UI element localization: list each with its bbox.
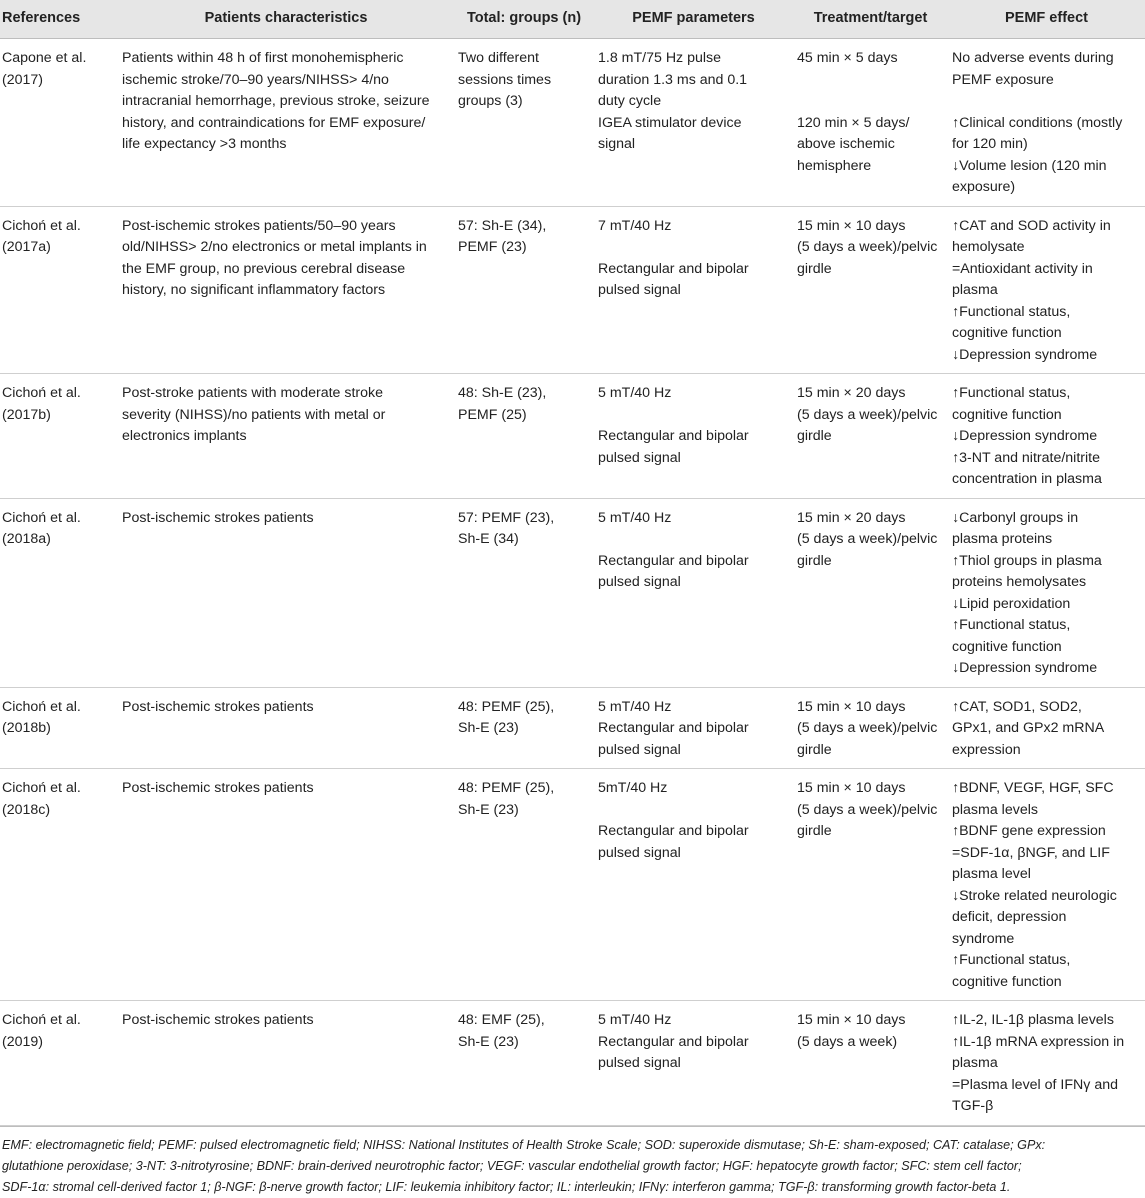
cell-text-line: Cichoń et al. bbox=[2, 780, 81, 796]
header-patients-characteristics: Patients characteristics bbox=[118, 0, 454, 39]
cell-text-line: syndrome bbox=[952, 930, 1015, 947]
cell-text-line: electronics implants bbox=[122, 428, 247, 444]
cell-text-line: =Antioxidant activity in bbox=[952, 260, 1093, 277]
cell-text-line: Capone et al. bbox=[2, 50, 87, 66]
cell-text-line: PEMF (25) bbox=[458, 406, 527, 423]
cell-reference bbox=[0, 498, 118, 687]
header-treatment-target: Treatment/target bbox=[793, 0, 948, 39]
table-row bbox=[0, 374, 1145, 499]
cell-text-line: pulsed signal bbox=[598, 449, 681, 466]
cell-reference bbox=[0, 374, 118, 499]
cell-text-line: 48: PEMF (25), bbox=[458, 780, 555, 796]
cell-text-line: (5 days a week)/pelvic bbox=[797, 720, 938, 736]
cell-pemf-effect bbox=[948, 1001, 1145, 1126]
cell-text-line: sessions times bbox=[458, 71, 552, 88]
cell-text-line: ↑Functional status, bbox=[952, 617, 1071, 633]
cell-text-line: ↑BDNF gene expression bbox=[952, 823, 1106, 839]
cell-text-line: 57: Sh-E (34), bbox=[458, 217, 547, 234]
cell-text-line: ↑Functional status, bbox=[952, 303, 1071, 320]
cell-patients-characteristics bbox=[118, 769, 454, 1001]
cell-text-line: 48: PEMF (25), bbox=[458, 698, 555, 715]
line-spacer bbox=[797, 91, 944, 113]
cell-total-groups bbox=[454, 374, 594, 499]
cell-text-line: 57: PEMF (23), bbox=[458, 509, 555, 526]
cell-text-line: girdle bbox=[797, 428, 832, 444]
cell-text-line: Cichoń et al. bbox=[2, 217, 81, 234]
cell-text-line: IGEA stimulator device bbox=[598, 114, 742, 131]
cell-patients-characteristics bbox=[118, 1001, 454, 1126]
cell-text-line: pulsed signal bbox=[598, 844, 681, 861]
cell-reference bbox=[0, 1001, 118, 1126]
cell-text-line: plasma level bbox=[952, 866, 1031, 882]
cell-text-line: Patients within 48 h of first monohemispheric bbox=[122, 50, 404, 66]
cell-text-line: Post-ischemic strokes patients/50–90 years bbox=[122, 217, 396, 234]
cell-text-line: duty cycle bbox=[598, 93, 662, 109]
cell-total-groups bbox=[454, 687, 594, 769]
table-row bbox=[0, 39, 1145, 207]
footnote-line: SDF-1α: stromal cell-derived factor 1; β-NGF: β-nerve growth factor; LIF: leukemia inhibitory factor; IL: interleukin; IFNγ: interferon gamma; TGF-β: transforming growth factor-beta 1. bbox=[2, 1179, 1011, 1194]
cell-text-line: Post-ischemic strokes patients bbox=[122, 780, 314, 796]
line-spacer bbox=[598, 529, 789, 551]
cell-pemf-parameters bbox=[594, 687, 793, 769]
cell-patients-characteristics bbox=[118, 206, 454, 374]
cell-pemf-effect bbox=[948, 769, 1145, 1001]
cell-text-line: ↓Depression syndrome bbox=[952, 428, 1098, 444]
cell-text-line: Post-ischemic strokes patients bbox=[122, 698, 314, 715]
cell-text-line: (2017a) bbox=[2, 239, 51, 255]
cell-text-line: (2019) bbox=[2, 1033, 44, 1050]
cell-text-line: pulsed signal bbox=[598, 282, 681, 298]
cell-text-line: ↓Stroke related neurologic bbox=[952, 887, 1117, 904]
cell-reference bbox=[0, 687, 118, 769]
cell-text-line: old/NIHSS> 2/no electronics or metal implants in bbox=[122, 239, 427, 255]
cell-text-line: ↓Volume lesion (120 min bbox=[952, 157, 1107, 174]
cell-text-line: (2018a) bbox=[2, 531, 51, 547]
cell-text-line: groups (3) bbox=[458, 93, 523, 109]
header-row bbox=[0, 0, 1145, 39]
header-pemf-effect: PEMF effect bbox=[948, 0, 1145, 39]
cell-text-line: ↑CAT, SOD1, SOD2, bbox=[952, 698, 1082, 715]
cell-text-line: 15 min × 10 days bbox=[797, 698, 906, 715]
cell-treatment-target bbox=[793, 1001, 948, 1126]
cell-text-line: 5 mT/40 Hz bbox=[598, 509, 672, 526]
cell-text-line: (2018b) bbox=[2, 720, 51, 736]
cell-text-line: pulsed signal bbox=[598, 574, 681, 590]
cell-total-groups bbox=[454, 39, 594, 207]
cell-text-line: Rectangular and bipolar bbox=[598, 260, 749, 277]
cell-text-line: PEMF exposure bbox=[952, 71, 1054, 88]
cell-pemf-effect bbox=[948, 39, 1145, 207]
cell-text-line: ↑CAT and SOD activity in bbox=[952, 217, 1111, 234]
cell-text-line: ↑Functional status, bbox=[952, 952, 1071, 968]
cell-text-line: 5mT/40 Hz bbox=[598, 780, 668, 796]
footnote-line: glutathione peroxidase; 3-NT: 3-nitrotyrosine; BDNF: brain-derived neurotrophic factor; VEGF: vascular endothelial growth factor; HGF: hepatocyte growth factor; SFC: stem cell factor; bbox=[2, 1158, 1022, 1173]
cell-text-line: ↑IL-2, IL-1β plasma levels bbox=[952, 1012, 1114, 1028]
cell-text-line: 5 mT/40 Hz bbox=[598, 698, 672, 715]
cell-text-line: plasma proteins bbox=[952, 531, 1053, 547]
cell-reference bbox=[0, 769, 118, 1001]
cell-text-line: ↑Clinical conditions (mostly bbox=[952, 114, 1123, 131]
cell-text-line: Cichoń et al. bbox=[2, 509, 81, 526]
cell-text-line: 48: Sh-E (23), bbox=[458, 385, 547, 401]
cell-total-groups bbox=[454, 1001, 594, 1126]
table-row bbox=[0, 1001, 1145, 1126]
line-spacer bbox=[598, 800, 789, 822]
header-pemf-parameters: PEMF parameters bbox=[594, 0, 793, 39]
cell-text-line: the EMF group, no previous cerebral disease bbox=[122, 260, 406, 277]
cell-pemf-effect bbox=[948, 498, 1145, 687]
cell-text-line: Post-ischemic strokes patients bbox=[122, 1012, 314, 1028]
cell-text-line: 5 mT/40 Hz bbox=[598, 385, 672, 401]
cell-text-line: 15 min × 10 days bbox=[797, 780, 906, 796]
cell-text-line: Post-ischemic strokes patients bbox=[122, 509, 314, 526]
cell-text-line: Cichoń et al. bbox=[2, 1012, 81, 1028]
cell-text-line: ↑3-NT and nitrate/nitrite bbox=[952, 449, 1100, 466]
cell-pemf-parameters bbox=[594, 498, 793, 687]
cell-treatment-target bbox=[793, 769, 948, 1001]
cell-text-line: history, and contraindications for EMF exposure/ bbox=[122, 114, 426, 131]
cell-text-line: cognitive function bbox=[952, 638, 1062, 655]
cell-text-line: Rectangular and bipolar bbox=[598, 428, 749, 444]
cell-text-line: plasma bbox=[952, 282, 998, 298]
footnote-line: EMF: electromagnetic field; PEMF: pulsed electromagnetic field; NIHSS: National Institutes of Health Stroke Scale; SOD: superoxide dismutase; Sh-E: sham-exposed; CAT: catalase; GPx: bbox=[2, 1137, 1046, 1152]
cell-text-line: girdle bbox=[797, 552, 832, 569]
cell-text-line: ↑BDNF, VEGF, HGF, SFC bbox=[952, 780, 1114, 796]
cell-text-line: cognitive function bbox=[952, 325, 1062, 341]
cell-patients-characteristics bbox=[118, 498, 454, 687]
cell-text-line: plasma levels bbox=[952, 801, 1038, 818]
cell-reference bbox=[0, 206, 118, 374]
line-spacer bbox=[797, 70, 944, 92]
cell-text-line: ↓Lipid peroxidation bbox=[952, 595, 1071, 612]
cell-total-groups bbox=[454, 769, 594, 1001]
cell-text-line: ↓Depression syndrome bbox=[952, 346, 1098, 363]
cell-text-line: Sh-E (23) bbox=[458, 801, 519, 818]
cell-text-line: severity (NIHSS)/no patients with metal or bbox=[122, 406, 386, 423]
cell-treatment-target bbox=[793, 498, 948, 687]
cell-text-line: ↑Functional status, bbox=[952, 385, 1071, 401]
cell-text-line: history, no significant inflammatory factors bbox=[122, 282, 386, 298]
cell-text-line: concentration in plasma bbox=[952, 471, 1102, 487]
cell-text-line: No adverse events during bbox=[952, 50, 1114, 66]
cell-text-line: (5 days a week)/pelvic bbox=[797, 406, 938, 423]
cell-patients-characteristics bbox=[118, 374, 454, 499]
cell-text-line: Two different bbox=[458, 50, 539, 66]
cell-text-line: intracranial hemorrhage, previous stroke, seizure bbox=[122, 93, 430, 109]
cell-text-line: Post-stroke patients with moderate stroke bbox=[122, 385, 384, 401]
cell-text-line: Rectangular and bipolar bbox=[598, 720, 749, 736]
cell-text-line: deficit, depression bbox=[952, 909, 1067, 925]
cell-text-line: Rectangular and bipolar bbox=[598, 552, 749, 569]
cell-text-line: (2017) bbox=[2, 71, 44, 88]
cell-text-line: plasma bbox=[952, 1055, 998, 1071]
table-header bbox=[0, 0, 1145, 39]
cell-text-line: ↓Depression syndrome bbox=[952, 660, 1098, 676]
cell-text-line: ↑Thiol groups in plasma bbox=[952, 552, 1102, 569]
cell-text-line: Cichoń et al. bbox=[2, 698, 81, 715]
cell-text-line: Rectangular and bipolar bbox=[598, 823, 749, 839]
cell-text-line: 15 min × 20 days bbox=[797, 385, 906, 401]
cell-text-line: (2017b) bbox=[2, 406, 51, 423]
cell-pemf-effect bbox=[948, 374, 1145, 499]
cell-text-line: PEMF (23) bbox=[458, 239, 527, 255]
header-references: References bbox=[0, 0, 118, 39]
line-spacer bbox=[598, 405, 789, 427]
cell-text-line: proteins hemolysates bbox=[952, 574, 1087, 590]
cell-total-groups bbox=[454, 498, 594, 687]
cell-text-line: hemolysate bbox=[952, 239, 1025, 255]
cell-text-line: hemisphere bbox=[797, 157, 872, 174]
table-body bbox=[0, 39, 1145, 1126]
line-spacer bbox=[952, 91, 1141, 113]
cell-text-line: 120 min × 5 days/ bbox=[797, 114, 910, 131]
cell-pemf-parameters bbox=[594, 206, 793, 374]
cell-text-line: Sh-E (34) bbox=[458, 531, 519, 547]
cell-patients-characteristics bbox=[118, 687, 454, 769]
cell-text-line: ↓Carbonyl groups in bbox=[952, 509, 1079, 526]
cell-text-line: Sh-E (23) bbox=[458, 720, 519, 736]
cell-text-line: girdle bbox=[797, 823, 832, 839]
table-row bbox=[0, 498, 1145, 687]
cell-pemf-parameters bbox=[594, 39, 793, 207]
cell-text-line: (5 days a week)/pelvic bbox=[797, 239, 938, 255]
table-footnote bbox=[0, 1126, 1145, 1198]
cell-text-line: life expectancy >3 months bbox=[122, 136, 287, 152]
cell-text-line: (5 days a week) bbox=[797, 1033, 898, 1050]
cell-text-line: duration 1.3 ms and 0.1 bbox=[598, 71, 748, 88]
cell-text-line: cognitive function bbox=[952, 406, 1062, 423]
cell-text-line: girdle bbox=[797, 260, 832, 277]
cell-text-line: TGF-β bbox=[952, 1098, 994, 1114]
cell-text-line: Sh-E (23) bbox=[458, 1033, 519, 1050]
cell-treatment-target bbox=[793, 39, 948, 207]
cell-text-line: 48: EMF (25), bbox=[458, 1012, 545, 1028]
cell-pemf-effect bbox=[948, 687, 1145, 769]
cell-text-line: exposure) bbox=[952, 179, 1016, 195]
cell-reference bbox=[0, 39, 118, 207]
cell-text-line: cognitive function bbox=[952, 973, 1062, 990]
cell-text-line: =Plasma level of IFNγ and bbox=[952, 1076, 1118, 1093]
cell-text-line: Rectangular and bipolar bbox=[598, 1033, 749, 1050]
cell-text-line: 1.8 mT/75 Hz pulse bbox=[598, 50, 722, 66]
cell-text-line: Cichoń et al. bbox=[2, 385, 81, 401]
cell-text-line: ischemic stroke/70–90 years/NIHSS> 4/no bbox=[122, 71, 389, 88]
cell-text-line: above ischemic bbox=[797, 136, 895, 152]
cell-text-line: (5 days a week)/pelvic bbox=[797, 801, 938, 818]
cell-text-line: 45 min × 5 days bbox=[797, 50, 898, 66]
cell-text-line: (5 days a week)/pelvic bbox=[797, 531, 938, 547]
cell-text-line: (2018c) bbox=[2, 801, 51, 818]
table-row bbox=[0, 687, 1145, 769]
cell-pemf-parameters bbox=[594, 374, 793, 499]
cell-text-line: girdle bbox=[797, 741, 832, 758]
cell-treatment-target bbox=[793, 206, 948, 374]
header-total-groups: Total: groups (n) bbox=[454, 0, 594, 39]
cell-text-line: GPx1, and GPx2 mRNA bbox=[952, 720, 1105, 736]
cell-text-line: 15 min × 20 days bbox=[797, 509, 906, 526]
cell-pemf-effect bbox=[948, 206, 1145, 374]
table-row bbox=[0, 206, 1145, 374]
cell-text-line: for 120 min) bbox=[952, 136, 1028, 152]
cell-pemf-parameters bbox=[594, 769, 793, 1001]
cell-text-line: ↑IL-1β mRNA expression in bbox=[952, 1033, 1125, 1050]
cell-patients-characteristics bbox=[118, 39, 454, 207]
cell-text-line: pulsed signal bbox=[598, 1055, 681, 1071]
cell-pemf-parameters bbox=[594, 1001, 793, 1126]
cell-treatment-target bbox=[793, 687, 948, 769]
cell-text-line: 5 mT/40 Hz bbox=[598, 1012, 672, 1028]
cell-text-line: expression bbox=[952, 741, 1021, 758]
cell-text-line: 15 min × 10 days bbox=[797, 1012, 906, 1028]
table-row bbox=[0, 769, 1145, 1001]
cell-treatment-target bbox=[793, 374, 948, 499]
line-spacer bbox=[598, 237, 789, 259]
cell-text-line: =SDF-1α, βNGF, and LIF bbox=[952, 844, 1110, 861]
cell-text-line: 7 mT/40 Hz bbox=[598, 217, 672, 234]
cell-text-line: signal bbox=[598, 136, 636, 152]
cell-text-line: 15 min × 10 days bbox=[797, 217, 906, 234]
cell-text-line: pulsed signal bbox=[598, 741, 681, 758]
cell-total-groups bbox=[454, 206, 594, 374]
